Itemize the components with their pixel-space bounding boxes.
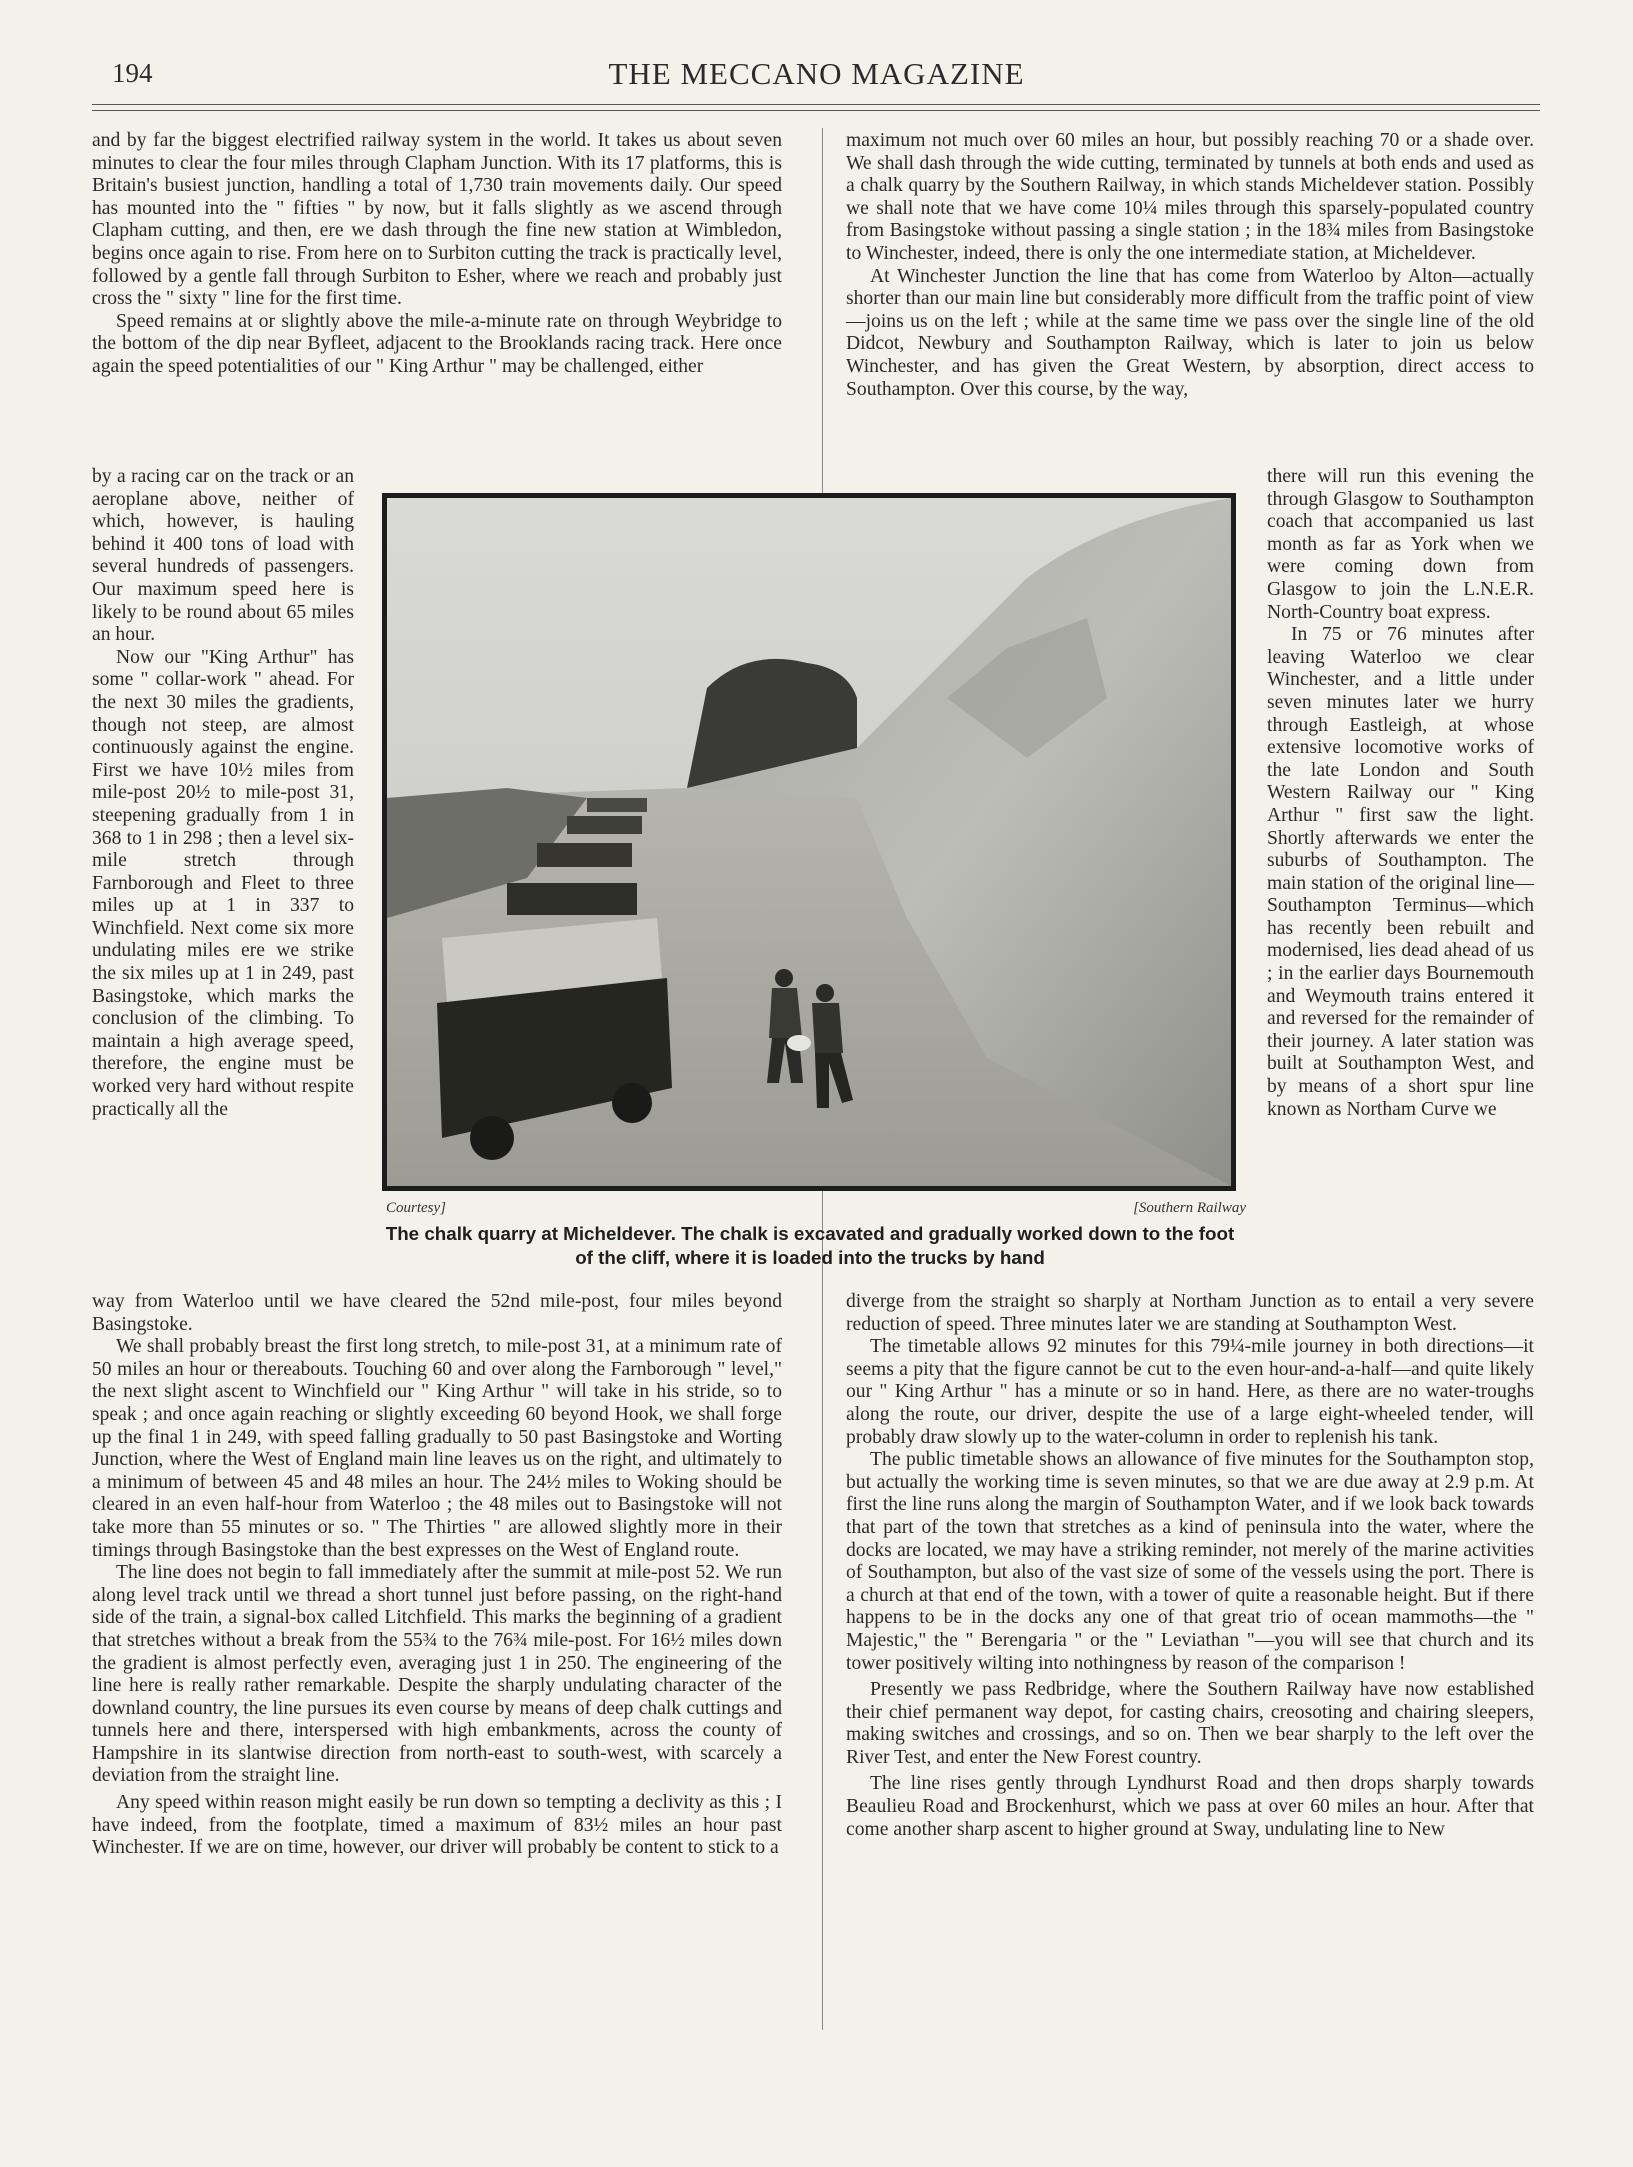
- paragraph: and by far the biggest electrified railway system in the world. It takes us about seven minutes to clear the four miles through Clapham Junction. With its 17 platforms, this is Britain's busiest junction, handling a total of 1,730 train movements daily. Our speed has mounted into the " fifties " by now, but it falls slightly as we ascend through Clapham cutting, and then, ere we dash through the fine new station at Wimbledon, begins once again to rise. From here on to Surbiton cutting the track is practically level, followed by a gentle fall through Surbiton to Esher, where we reach and probably just cross the " sixty " line for the first time.: [92, 130, 782, 310]
- left-column-wrap: [92, 466, 354, 1121]
- paragraph: way from Waterloo until we have cleared the 52nd mile-post, four miles beyond Basingstoke.: [92, 1291, 782, 1335]
- paragraph: The line rises gently through Lyndhurst Road and then drops sharply towards Beaulieu Road and Brockenhurst, which we pass at over 60 miles an hour. After that come another sharp ascent to higher ground at Sway, undulating line to New: [846, 1773, 1534, 1840]
- wagon: [507, 883, 637, 915]
- paragraph: diverge from the straight so sharply at Northam Junction as to entail a very severe reduction of speed. Three minutes later we are standing at Southampton West.: [846, 1291, 1534, 1335]
- photo-credit-left: Courtesy]: [386, 1200, 446, 1216]
- magazine-title: THE MECCANO MAGAZINE: [608, 56, 1025, 91]
- chalk-lump: [787, 1035, 811, 1051]
- paragraph: Presently we pass Redbridge, where the Southern Railway have now established their chief permanent way depot, for casting chairs, creosoting and chairing sleepers, making switches and crossings, and so on. Then we bear sharply to the left over the River Test, and enter the New Forest country.: [846, 1679, 1534, 1768]
- paragraph: Any speed within reason might easily be run down so tempting a declivity as this ; I have indeed, from the footplate, timed a maximum of 83½ miles an hour past Winchester. If we are on time, however, our driver will probably be content to stick to a: [92, 1792, 782, 1859]
- photo-caption: The chalk quarry at Micheldever. The chalk is excavated and gradually worked down to the foot of the cliff, where it is loaded into the trucks by hand: [385, 1223, 1235, 1268]
- paragraph: Speed remains at or slightly above the mile-a-minute rate on through Weybridge to the bottom of the dip near Byfleet, adjacent to the Brooklands racing track. Here once again the speed potentialities of our " King Arthur " may be challenged, either: [92, 310, 782, 377]
- header-rule: [92, 104, 1540, 111]
- paragraph: The line does not begin to fall immediately after the summit at mile-post 52. We run along level track until we thread a short tunnel just before passing, on the right-hand side of the train, a signal-box called Litchfield. This marks the beginning of a gradient that stretches without a break from the 55¾ to the 76¾ mile-post. For 16½ miles down the gradient is almost perfectly even, averaging just 1 in 250. The engineering of the line here is really rather remarkable. Despite the sharply undulating character of the downland country, the line pursues its even course by means of deep chalk cuttings and tunnels here and there, interspersed with high embankments, across the county of Hampshire in its slantwise direction from north-east to south-west, with scarcely a deviation from the straight line.: [92, 1562, 782, 1787]
- right-column-wrap: [1267, 466, 1534, 1121]
- worker-body: [769, 988, 802, 1038]
- paragraph: Now our "King Arthur" has some " collar-work " ahead. For the next 30 miles the gradients, though not steep, are almost continuously against the engine. First we have 10½ miles from mile-post 20½ to mile-post 31, steepening gradually from 1 in 368 to 1 in 298 ; then a level six-mile stretch through Farnborough and Fleet to three miles up at 1 in 337 to Winchfield. Next come six more undulating miles ere we strike the six miles up at 1 in 249, past Basingstoke, which marks the conclusion of the climbing. To maintain a high average speed, therefore, the engine must be worked very hard without respite practically all the: [92, 646, 354, 1120]
- page-number: 194: [112, 58, 153, 88]
- quarry-photo: [382, 493, 1236, 1191]
- wagon-wheel: [470, 1116, 514, 1160]
- wagon: [587, 798, 647, 812]
- paragraph: by a racing car on the track or an aeroplane above, neither of which, however, is hauling behind it 400 tons of load with several hundreds of passengers. Our maximum speed here is likely to be round about 65 miles an hour.: [92, 466, 354, 646]
- worker-head: [816, 984, 834, 1002]
- paragraph: maximum not much over 60 miles an hour, but possibly reaching 70 or a shade over. We shall dash through the wide cutting, terminated by tunnels at both ends and used as a chalk quarry by the Southern Railway, in which stands Micheldever station. Possibly we shall note that we have come 10¼ miles through this sparsely-populated country from Basingstoke without passing a single station ; in the 18¾ miles from Basingstoke to Winchester, indeed, there is only the one intermediate station, at Micheldever.: [846, 130, 1534, 264]
- wagon-wheel: [612, 1083, 652, 1123]
- worker-body: [812, 1003, 843, 1053]
- paragraph: In 75 or 76 minutes after leaving Waterloo we clear Winchester, and a little under seven minutes later we hurry through Eastleigh, at whose extensive locomotive works of the late London and South Western Railway our " King Arthur " first saw the light. Shortly afterwards we enter the suburbs of Southampton. The main station of the original line—Southampton Terminus—which has recently been rebuilt and modernised, lies dead ahead of us ; in the earlier days Bournemouth and Weymouth trains entered it and reversed for the remainder of their journey. A later station was built at Southampton West, and by means of a short spur line known as Northam Curve we: [1267, 624, 1534, 1120]
- paragraph: The timetable allows 92 minutes for this 79¼-mile journey in both directions—it seems a pity that the figure cannot be cut to the even hour-and-a-half—and quite likely our " King Arthur " has a minute or so in hand. Here, as there are no water-troughs along the route, our driver, despite the use of a large eight-wheeled tender, will probably draw slowly up to the water-column in order to replenish his tank.: [846, 1336, 1534, 1448]
- wagon: [567, 816, 642, 834]
- right-column-bottom: [846, 1291, 1534, 1841]
- wagon: [537, 843, 632, 867]
- paragraph: there will run this evening the through Glasgow to Southampton coach that accompanied us last month as far as York when we were coming down from Glasgow to join the L.N.E.R. North-Country boat express.: [1267, 466, 1534, 623]
- paragraph: We shall probably breast the first long stretch, to mile-post 31, at a minimum rate of 50 miles an hour or thereabouts. Touching 60 and over along the Farnborough " level," the next slight ascent to Winchfield our " King Arthur " will take in his stride, so to speak ; and once again reaching or slightly exceeding 60 beyond Hook, we shall forge up the final 1 in 249, with speed falling gradually to 50 past Basingstoke and Worting Junction, where the West of England main line leaves us on the right, and ultimately to a minimum of between 45 and 48 miles an hour. The 24½ miles to Woking should be cleared in an even half-hour from Waterloo ; the 48 miles out to Basingstoke will not take more than 55 minutes or so. " The Thirties " are allowed slightly more in their timings through Basingstoke than the best expresses on the West of England route.: [92, 1336, 782, 1561]
- right-column-top: [846, 130, 1534, 401]
- left-column-bottom: [92, 1291, 782, 1860]
- paragraph: The public timetable shows an allowance of five minutes for the Southampton stop, but actually the working time is seven minutes, so that we are due away at 2.9 p.m. At first the line runs along the margin of Southampton Water, and if we look back towards that part of the town that stretches as a kind of peninsula into the water, where the docks are located, we may have a striking reminder, not merely of the marine activities of Southampton, but also of the vast size of some of the vessels using the port. There is a church at that end of the town, with a tower of quite a reasonable height. But if there happens to be in the docks any one of that great trio of ocean mammoths—the " Majestic," the " Berengaria " or the " Leviathan "—you will see that church and its tower positively wilting into nothingness by reason of the comparison !: [846, 1449, 1534, 1674]
- paragraph: At Winchester Junction the line that has come from Waterloo by Alton—actually shorter than our main line but considerably more difficult from the traffic point of view—joins us on the left ; while at the same time we pass over the single line of the old Didcot, Newbury and Southampton Railway, which is later to join us below Winchester, and has given the Great Western, by absorption, direct access to Southampton. Over this course, by the way,: [846, 265, 1534, 400]
- worker-head: [775, 969, 793, 987]
- left-column-top: [92, 130, 782, 379]
- photo-credit-right: [Southern Railway: [1133, 1200, 1246, 1216]
- quarry-photo-illustration: [387, 498, 1231, 1186]
